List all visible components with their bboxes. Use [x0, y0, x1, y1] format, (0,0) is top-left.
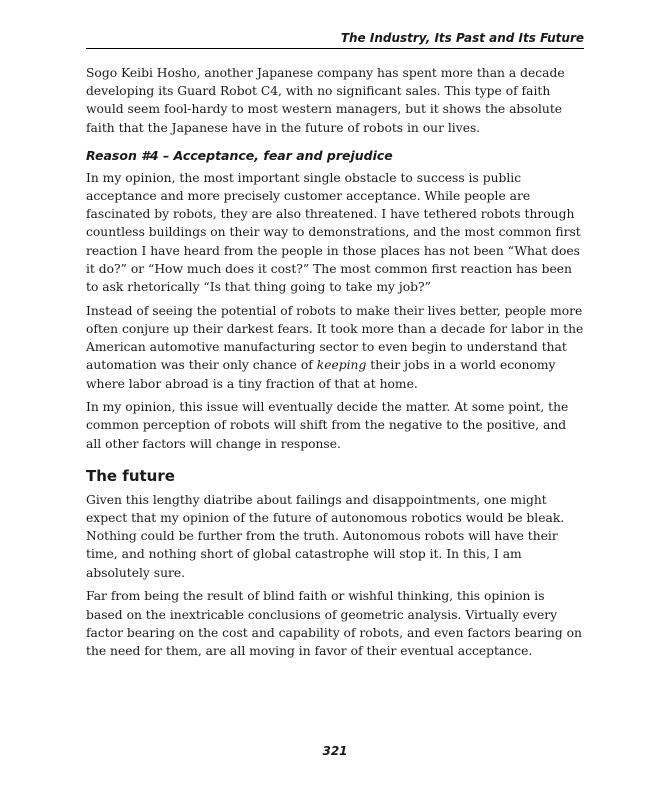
emphasis-keeping: keeping [316, 358, 367, 373]
reason4-paragraph-2-text-a: Instead of seeing the potential of robots to make their lives better, people more often conjure up their darkest fears. It took more than a decade for labor in the American automotive manufacturing sector to even begin to understand that automation was their only chance of [86, 303, 584, 373]
reason4-paragraph-2 [86, 302, 584, 393]
future-paragraph-1: Given this lengthy diatribe about failings and disappointments, one might expect that my opinion of the future of autonomous robotics would be bleak. Nothing could be further from the truth. Autonomous robots will have their time, and nothing short of global catastrophe will stop it. In this, I am absolutely sure. [86, 492, 565, 580]
page-body [86, 64, 584, 666]
running-header-title: The Industry, Its Past and Its Future [340, 31, 584, 45]
future-paragraph-2: Far from being the result of blind faith or wishful thinking, this opinion is based on the inextricable conclusions of geometric analysis. Virtually every factor bearing on the cost and capability of robots, and even factors bearing on the need for them, are all moving in favor of their eventual acceptance. [86, 589, 582, 658]
reason4-heading: Reason #4 – Acceptance, fear and prejudice [86, 147, 393, 163]
page-number: 321 [322, 744, 348, 758]
reason4-paragraph-3: In my opinion, this issue will eventually decide the matter. At some point, the common perception of robots will shift from the negative to the positive, and all other factors will change in response. [86, 400, 569, 451]
header-rule [86, 48, 584, 49]
reason4-paragraph-2-text-b: their jobs in a world economy where labor abroad is a tiny fraction of that at home. [86, 358, 556, 391]
future-heading: The future [86, 466, 175, 485]
intro-paragraph: Sogo Keibi Hosho, another Japanese company has spent more than a decade developing its Guard Robot C4, with no significant sales. This type of faith would seem fool-hardy to most western managers, but it shows the absolute faith that the Japanese have in the future of robots in our lives. [86, 66, 565, 135]
reason4-paragraph-1: In my opinion, the most important single obstacle to success is public acceptance and more precisely customer acceptance. While people are fascinated by robots, they are also threatened. I have tethered robots through countless buildings on their way to demonstrations, and the most common first reaction I have heard from the people in those places has not been “What does it do?” or “How much does it cost?” The most common first reaction has been to ask rhetorically “Is that thing going to take my job?” [86, 170, 581, 295]
